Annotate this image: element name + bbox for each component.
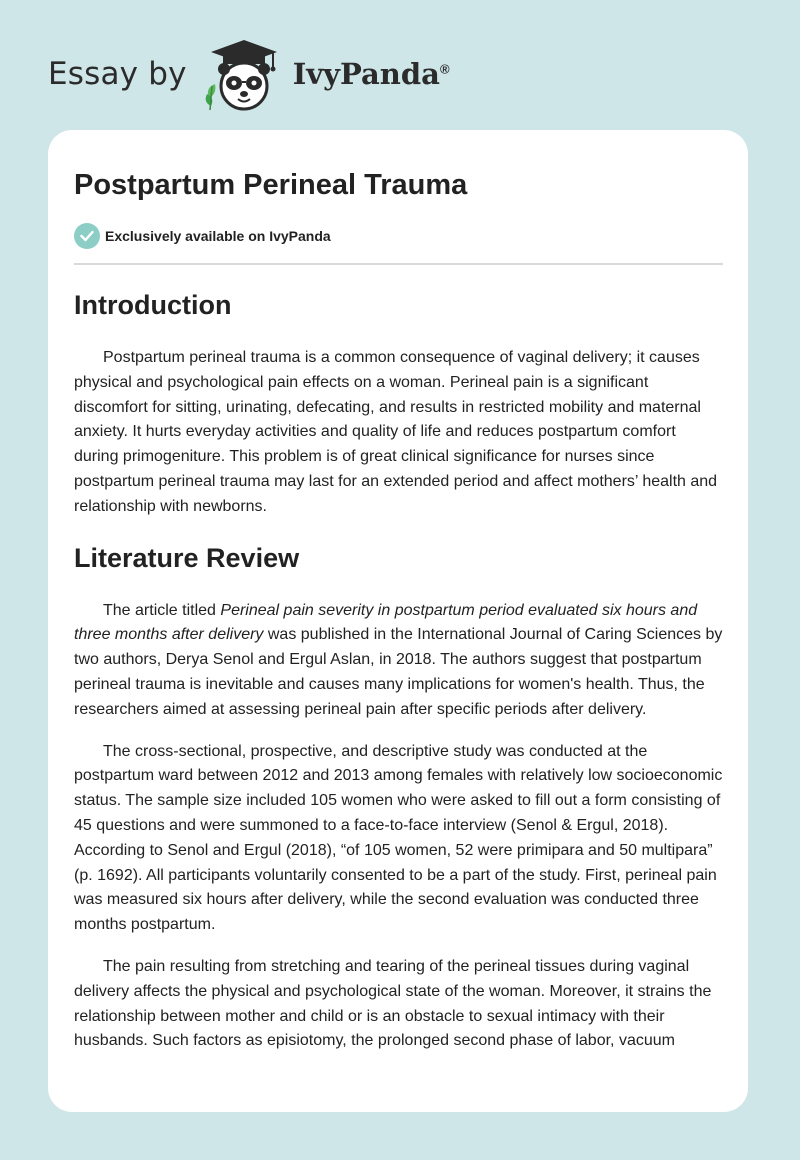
exclusive-badge-label: Exclusively available on IvyPanda — [105, 228, 331, 244]
brand-registered-mark: ® — [439, 61, 450, 77]
check-circle-icon — [74, 223, 100, 249]
article-card — [48, 130, 748, 1112]
section-heading-introduction: Introduction — [74, 290, 232, 320]
paragraph-literature-3: The pain resulting from stretching and tearing of the perineal tissues during vaginal delivery affects the physical and psychological state of the woman. Moreover, it strains the relationship between mother and child or is an obstacle to sexual intimacy with their husbands. Such factors as episiotomy, the prolonged second phase of labor, vacuum — [74, 957, 712, 1050]
paragraph-literature-1-rest: was published in the International Journal of Caring Sciences by two authors, Derya Senol and Ergul Aslan, in 2018. The authors suggest that postpartum perineal trauma is inevitable and causes many implications for women's health. Thus, the researchers aimed at assessing perineal pain after specific periods after delivery. — [74, 626, 723, 718]
panda-logo-icon[interactable] — [201, 36, 287, 112]
brand-name-text: IvyPanda — [292, 57, 440, 91]
title-divider — [74, 263, 723, 265]
site-header — [48, 34, 450, 114]
section-heading-literature-review: Literature Review — [74, 542, 300, 573]
paragraph-introduction: Postpartum perineal trauma is a common consequence of vaginal delivery; it causes physical and psychological pain effects on a woman. Perineal pain is a significant discomfort for sitting, urinating, defecating, and results in restricted mobility and maternal anxiety. It hurts everyday activities and quality of life and reduces postpartum comfort during primogeniture. This problem is of great clinical significance for nurses since postpartum perineal trauma may last for an extended period and affect mothers’ health and relationship with newborns. — [74, 349, 718, 515]
brand-name[interactable] — [293, 57, 450, 91]
cited-article-title: Perineal pain severity in postpartum period evaluated six hours and three months after delivery — [74, 601, 698, 644]
paragraph-literature-2: The cross-sectional, prospective, and descriptive study was conducted at the postpartum ward between 2012 and 2013 among females with relatively low socioeconomic status. The sample size included 105 women who were asked to fill out a form consisting of 45 questions and were summoned to a face-to-face interview (Senol & Ergul, 2018). According to Senol and Ergul (2018), “of 105 women, 52 were primipara and 50 multipara” (p. 1692). All participants voluntarily consented to be a part of the study. First, perineal pain was measured six hours after delivery, while the second evaluation was conducted three months postpartum. — [74, 742, 723, 934]
exclusive-badge — [74, 223, 723, 249]
article-title: Postpartum Perineal Trauma — [74, 169, 468, 201]
article-body — [74, 130, 723, 1054]
paragraph-literature-1 — [74, 599, 723, 723]
paragraph-literature-1-lead: The article titled — [103, 601, 221, 619]
brand-prefix: Essay by — [48, 56, 187, 92]
